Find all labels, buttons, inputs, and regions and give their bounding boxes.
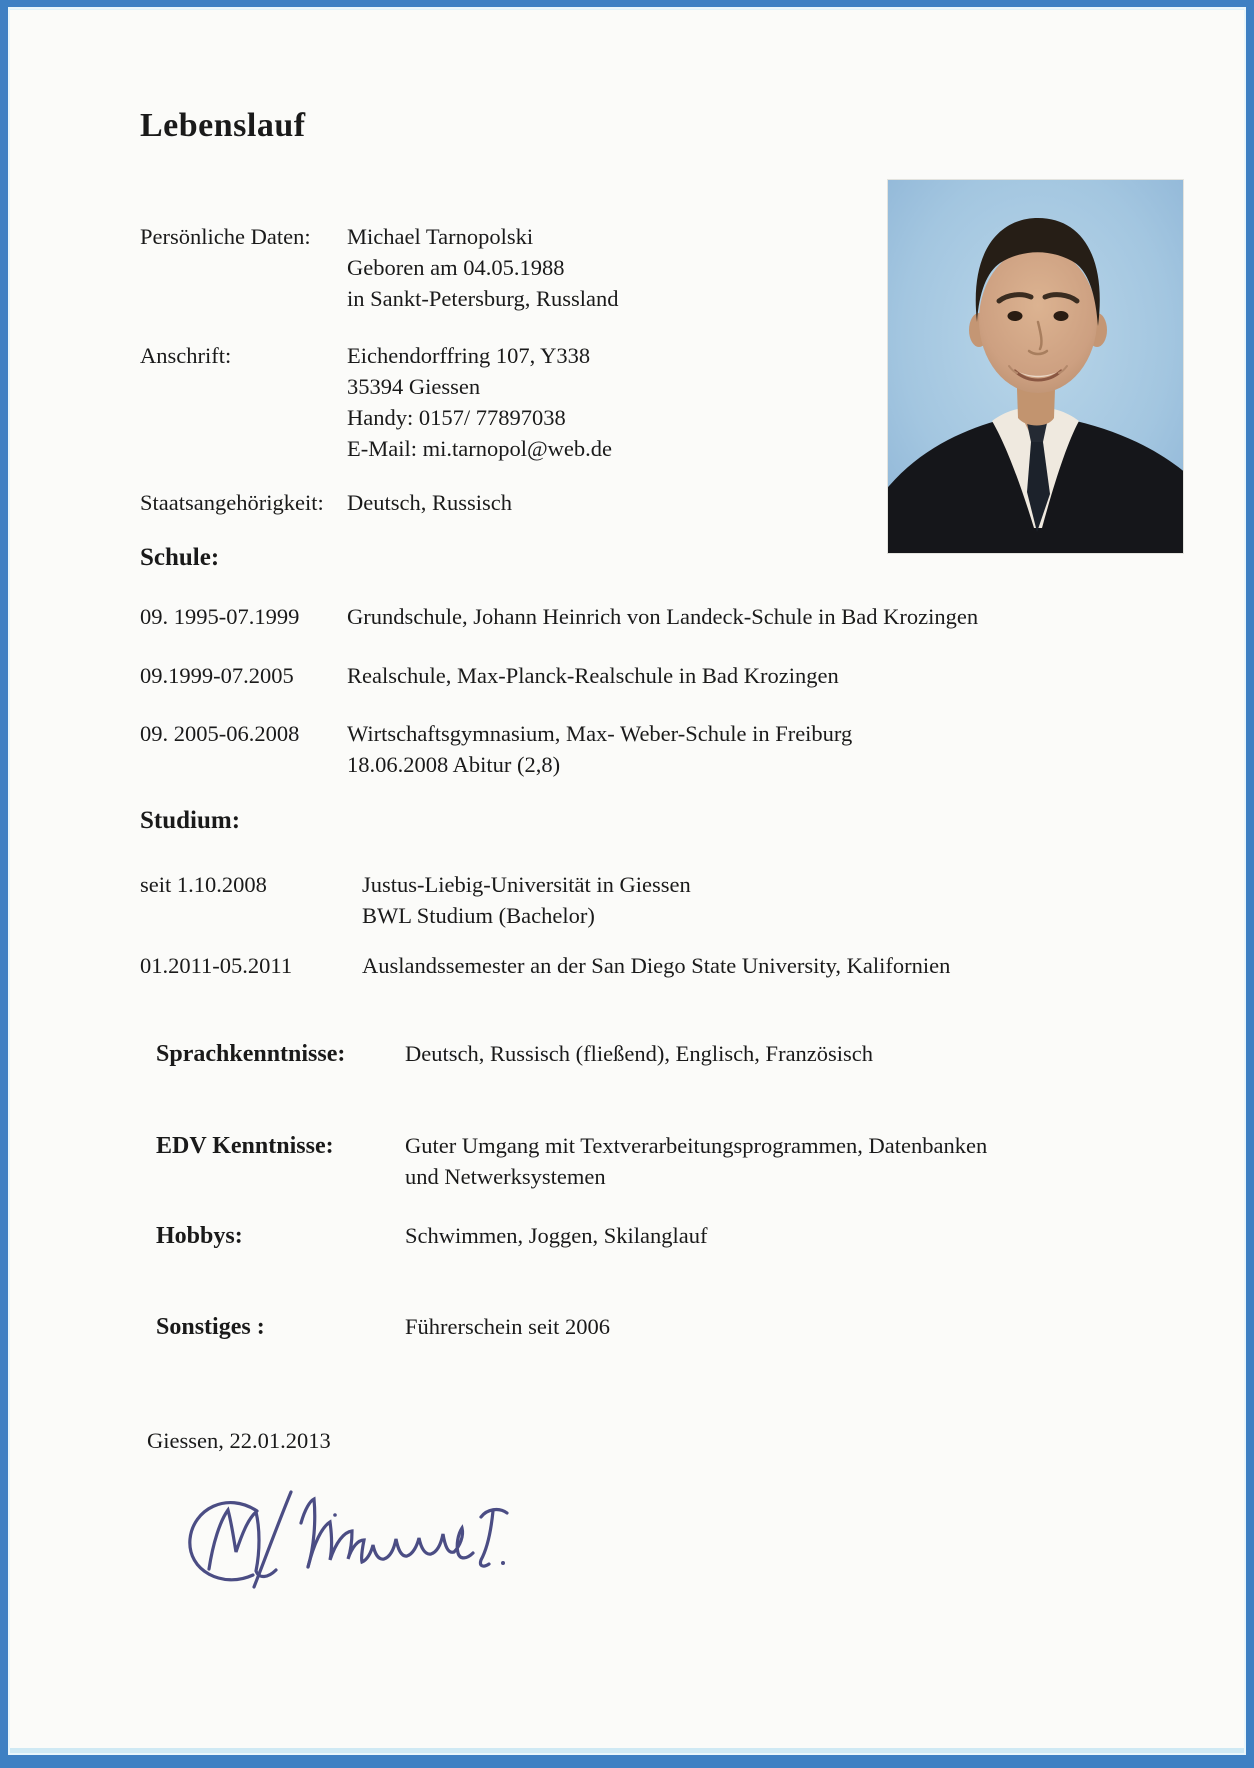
field-label: Hobbys: — [156, 1223, 243, 1249]
description-line: Wirtschaftsgymnasium, Max- Weber-Schule in Freiburg — [347, 721, 853, 746]
field-label: EDV Kenntnisse: — [156, 1133, 334, 1159]
it-skills-row — [156, 1130, 987, 1192]
personal-data-row — [140, 221, 618, 314]
studium-row — [140, 950, 950, 981]
hobbies-row — [156, 1220, 707, 1252]
description-line: Auslandssemester an der San Diego State University, Kalifornien — [362, 953, 951, 978]
description-cell — [362, 869, 691, 931]
field-label: Sprachkenntnisse: — [156, 1041, 346, 1067]
field-value-line: Deutsch, Russisch (fließend), Englisch, Französisch — [405, 1041, 874, 1066]
description-cell — [347, 718, 852, 780]
field-value-line: Guter Umgang mit Textverarbeitungsprogrammen, Datenbanken — [405, 1133, 988, 1158]
field-label: Staatsangehörigkeit: — [140, 490, 324, 515]
schule-row — [140, 601, 978, 632]
schule-row — [140, 718, 852, 780]
field-value-line: Geboren am 04.05.1988 — [347, 255, 565, 280]
description-line: Grundschule, Johann Heinrich von Landeck-Schule in Bad Krozingen — [347, 604, 979, 629]
portrait-photo-graphic — [888, 180, 1183, 553]
description-cell — [362, 950, 950, 981]
place-date: Giessen, 22.01.2013 — [147, 1428, 331, 1453]
field-value-line: Michael Tarnopolski — [347, 224, 534, 249]
description-cell — [347, 660, 839, 691]
languages-row — [156, 1038, 873, 1070]
section-heading-studium: Studium: — [140, 807, 241, 834]
field-label: Persönliche Daten: — [140, 224, 311, 249]
field-value-line: und Netwerksystemen — [405, 1164, 606, 1189]
field-value-line: 35394 Giessen — [347, 374, 481, 399]
field-value-line: E-Mail: mi.tarnopol@web.de — [347, 436, 613, 461]
page-title: Lebenslauf — [140, 107, 306, 144]
field-value — [347, 221, 618, 314]
period-cell: seit 1.10.2008 — [140, 872, 267, 897]
field-value — [405, 1038, 873, 1069]
face — [979, 247, 1097, 393]
field-value-line: Eichendorffring 107, Y338 — [347, 343, 591, 368]
field-value-line: Deutsch, Russisch — [347, 490, 512, 515]
period-cell: 09.1999-07.2005 — [140, 663, 294, 688]
field-value-line: Handy: 0157/ 77897038 — [347, 405, 566, 430]
field-value-line: Schwimmen, Joggen, Skilanglauf — [405, 1223, 708, 1248]
section-heading-schule: Schule: — [140, 544, 220, 571]
field-value-line: Führerschein seit 2006 — [405, 1314, 610, 1339]
schule-row — [140, 660, 839, 691]
field-label: Anschrift: — [140, 343, 232, 368]
description-cell — [347, 601, 978, 632]
eye-left — [1008, 311, 1023, 321]
signature — [183, 1489, 513, 1594]
signature-graphic — [183, 1489, 513, 1594]
period-cell: 09. 1995-07.1999 — [140, 604, 300, 629]
field-value — [405, 1130, 987, 1192]
field-value — [347, 340, 612, 464]
period-cell: 09. 2005-06.2008 — [140, 721, 300, 746]
field-label: Sonstiges : — [156, 1314, 265, 1340]
description-line: Justus-Liebig-Universität in Giessen — [362, 872, 691, 897]
studium-row — [140, 869, 691, 931]
field-value — [405, 1311, 610, 1342]
nationality-row — [140, 487, 512, 518]
portrait-photo — [888, 180, 1183, 553]
misc-row — [156, 1311, 610, 1343]
period-cell: 01.2011-05.2011 — [140, 953, 293, 978]
description-line: Realschule, Max-Planck-Realschule in Bad Krozingen — [347, 663, 839, 688]
description-line: 18.06.2008 Abitur (2,8) — [347, 752, 561, 777]
field-value-line: in Sankt-Petersburg, Russland — [347, 286, 619, 311]
description-line: BWL Studium (Bachelor) — [362, 903, 595, 928]
field-value — [347, 487, 512, 518]
eye-right — [1054, 311, 1069, 321]
address-row — [140, 340, 612, 464]
field-value — [405, 1220, 707, 1251]
